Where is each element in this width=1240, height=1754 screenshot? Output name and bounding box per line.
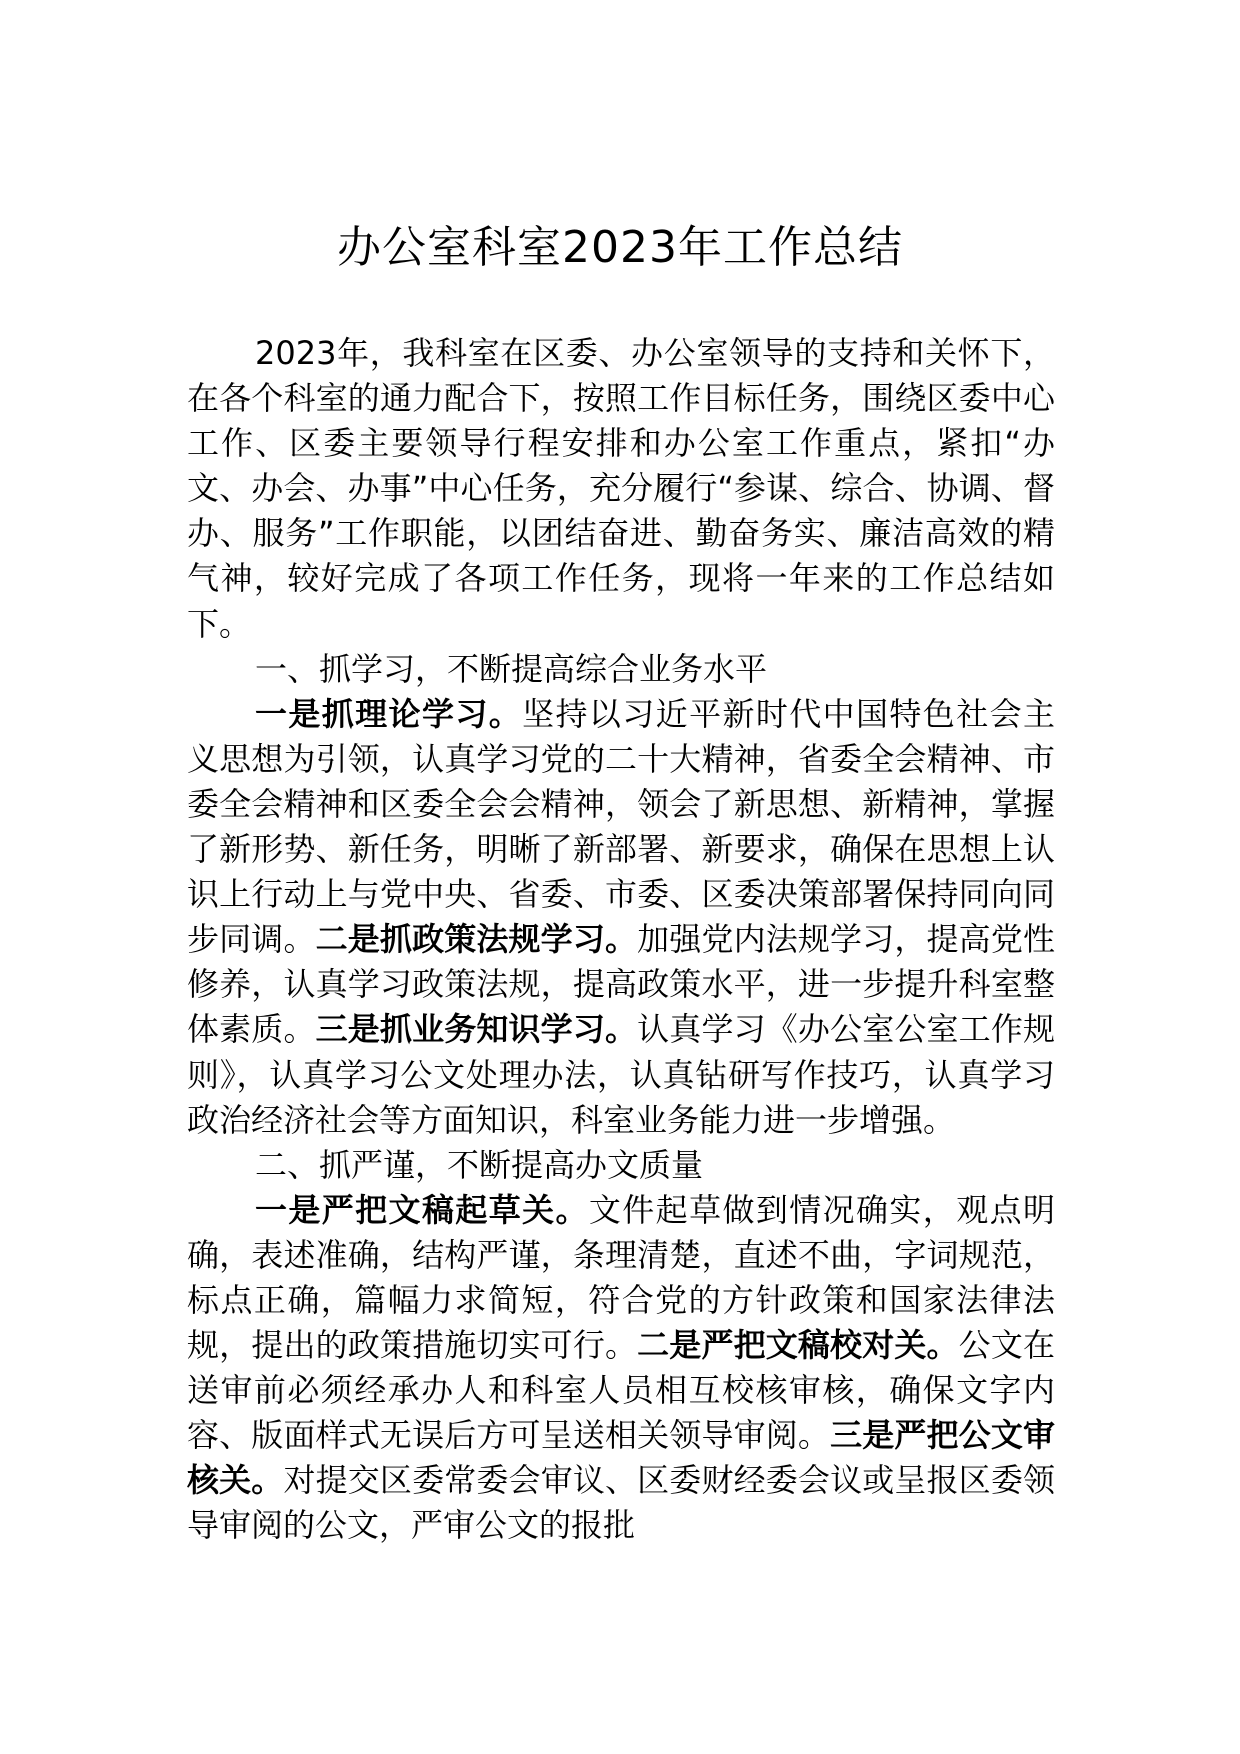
proofreading-text: 公文在送审前必须经承办人和科室人员相互校核审核，确保文字内容、版面样式无误后方可呈送相关领导审阅。 xyxy=(187,1326,1055,1455)
business-study-lead: 三是抓业务知识学习。 xyxy=(315,1010,638,1049)
document-body xyxy=(187,331,1055,1549)
study-paragraph xyxy=(187,692,1055,1143)
policy-study-text: 加强党内法规学习，提高党性修养，认真学习政策法规，提高政策水平，进一步提升科室整体素质。 xyxy=(187,920,1055,1049)
quality-paragraph xyxy=(187,1188,1055,1549)
section-heading-quality: 二、抓严谨，不断提高办文质量 xyxy=(255,1145,704,1184)
policy-study-lead: 二是抓政策法规学习。 xyxy=(315,920,638,959)
review-lead: 三是严把公文审核关。 xyxy=(187,1416,1055,1500)
document-title: 办公室科室2023年工作总结 xyxy=(337,222,903,273)
theory-study-text: 坚持以习近平新时代中国特色社会主义思想为引领，认真学习党的二十大精神，省委全会精神、市委全会精神和区委全会会精神，领会了新思想、新精神，掌握了新形势、新任务，明晰了新部署、新要求，确保在思想上认识上行动上与党中央、省委、市委、区委决策部署保持同向同步同调。 xyxy=(187,694,1055,959)
intro-paragraph: 2023年，我科室在区委、办公室领导的支持和关怀下，在各个科室的通力配合下，按照工作目标任务，围绕区委中心工作、区委主要领导行程安排和办公室工作重点，紧扣“办文、办会、办事”中心任务，充分履行“参谋、综合、协调、督办、服务”工作职能，以团结奋进、勤奋务实、廉洁高效的精气神，较好完成了各项工作任务，现将一年来的工作总结如下。 xyxy=(187,334,1055,643)
business-study-text: 认真学习《办公室公室工作规则》，认真学习公文处理办法，认真钻研写作技巧，认真学习政治经济社会等方面知识，科室业务能力进一步增强。 xyxy=(187,1010,1055,1139)
review-text: 对提交区委常委会审议、区委财经委会议或呈报区委领导审阅的公文，严审公文的报批 xyxy=(187,1461,1055,1545)
theory-study-lead: 一是抓理论学习。 xyxy=(255,694,523,733)
drafting-text: 文件起草做到情况确实，观点明确，表述准确，结构严谨，条理清楚，直述不曲，字词规范，标点正确，篇幅力求简短，符合党的方针政策和国家法律法规，提出的政策措施切实可行。 xyxy=(187,1190,1055,1365)
section-heading-study: 一、抓学习，不断提高综合业务水平 xyxy=(255,649,768,688)
proofreading-lead: 二是严把文稿校对关。 xyxy=(637,1326,959,1365)
drafting-lead: 一是严把文稿起草关。 xyxy=(255,1190,589,1229)
